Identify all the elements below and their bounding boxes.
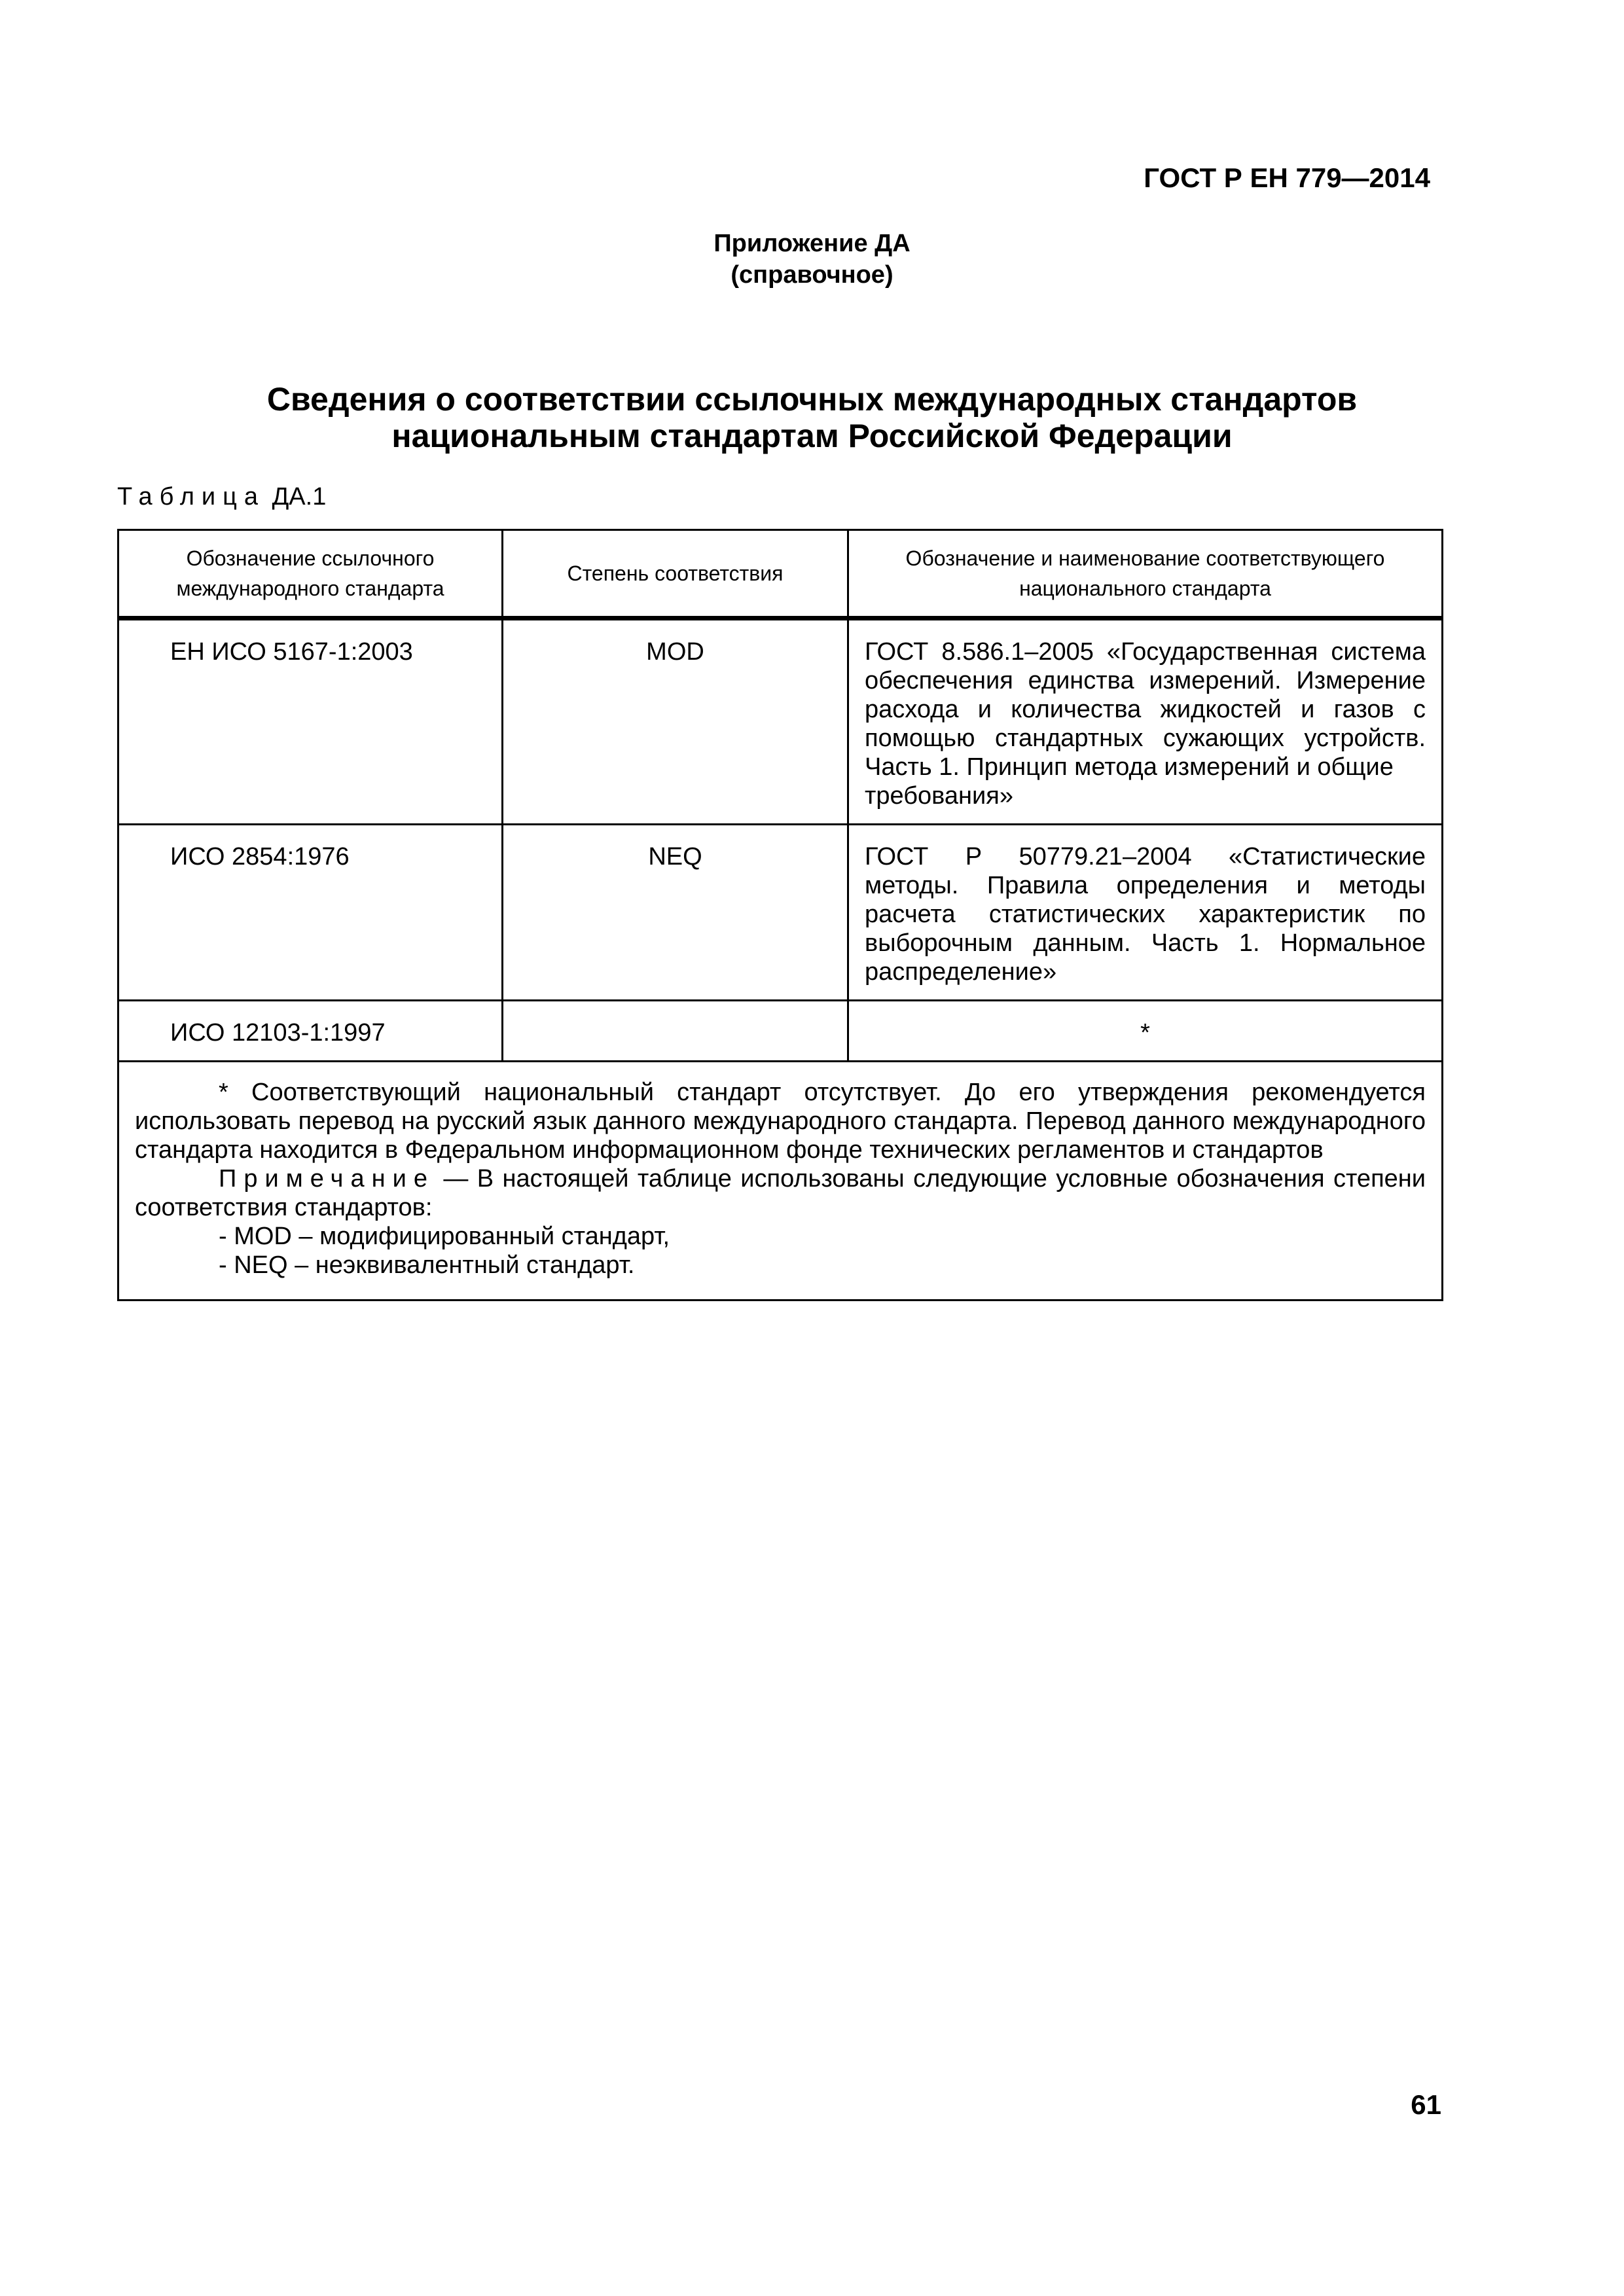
- national-standard-text-end: требования»: [865, 782, 1013, 810]
- note-item-neq: - NEQ – неэквивалентный стандарт.: [219, 1251, 635, 1279]
- annex-type: (справочное): [731, 261, 893, 289]
- degree-cell: MOD: [503, 619, 848, 825]
- section-title: [0, 381, 1624, 454]
- table-row: [118, 1001, 1443, 1062]
- table-row: [118, 825, 1443, 1001]
- table-header-row: [118, 530, 1443, 619]
- table-caption: [117, 483, 326, 511]
- degree-cell: NEQ: [503, 825, 848, 1001]
- national-standard-cell: [848, 825, 1443, 1001]
- table-caption-number: ДА.1: [272, 483, 327, 511]
- page-number: 61: [1411, 2089, 1441, 2120]
- correspondence-table: [117, 529, 1443, 1301]
- section-title-line-1: Сведения о соответствии ссылочных международных стандартов: [266, 381, 1358, 418]
- national-standard-cell: *: [848, 1001, 1443, 1062]
- degree-cell: [503, 1001, 848, 1062]
- national-standard-text: ГОСТ 8.586.1–2005 «Государственная система обеспечения единства измерений. Измерение расхода и количества жидкостей и газов с помощью стандартных сужающих устройств. Часть 1. Принцип метода измерений и общие: [865, 638, 1426, 781]
- table-notes: [118, 1062, 1443, 1300]
- column-header-degree: Степень соответствия: [503, 530, 848, 619]
- note-item-mod: - MOD – модифицированный стандарт,: [219, 1223, 670, 1250]
- column-header-national: Обозначение и наименование соответствующего национального стандарта: [848, 530, 1443, 619]
- note-text: — В настоящей таблице использованы следующие условные обозначения степени соответствия стандартов:: [135, 1165, 1426, 1221]
- table-row: [118, 619, 1443, 825]
- footnote: * Соответствующий национальный стандарт отсутствует. До его утверждения рекомендуется использовать перевод на русский язык данного международного стандарта. Перевод данного международного стандарта находится в Федеральном информационном фонде технических регламентов и стандартов: [135, 1079, 1426, 1164]
- national-standard-text: ГОСТ Р 50779.21–2004 «Статистические методы. Правила определения и методы расчета статистических характеристик по выборочным данным. Часть 1. Нормальное распределение»: [865, 843, 1426, 986]
- table-caption-label: Таблица: [117, 483, 265, 511]
- notes-row: [118, 1062, 1443, 1300]
- note: [135, 1164, 1426, 1222]
- reference-standard-cell: ИСО 2854:1976: [118, 825, 503, 1001]
- reference-standard-cell: ИСО 12103-1:1997: [118, 1001, 503, 1062]
- reference-standard-cell: ЕН ИСО 5167-1:2003: [118, 619, 503, 825]
- section-title-line-2: национальным стандартам Российской Федерации: [391, 418, 1233, 454]
- document-code: ГОСТ Р ЕН 779—2014: [1144, 162, 1430, 193]
- annex-title: Приложение ДА: [713, 230, 911, 257]
- annex-heading: [0, 228, 1624, 291]
- note-label: Примечание: [219, 1165, 435, 1193]
- national-standard-cell: [848, 619, 1443, 825]
- column-header-reference: Обозначение ссылочного международного стандарта: [118, 530, 503, 619]
